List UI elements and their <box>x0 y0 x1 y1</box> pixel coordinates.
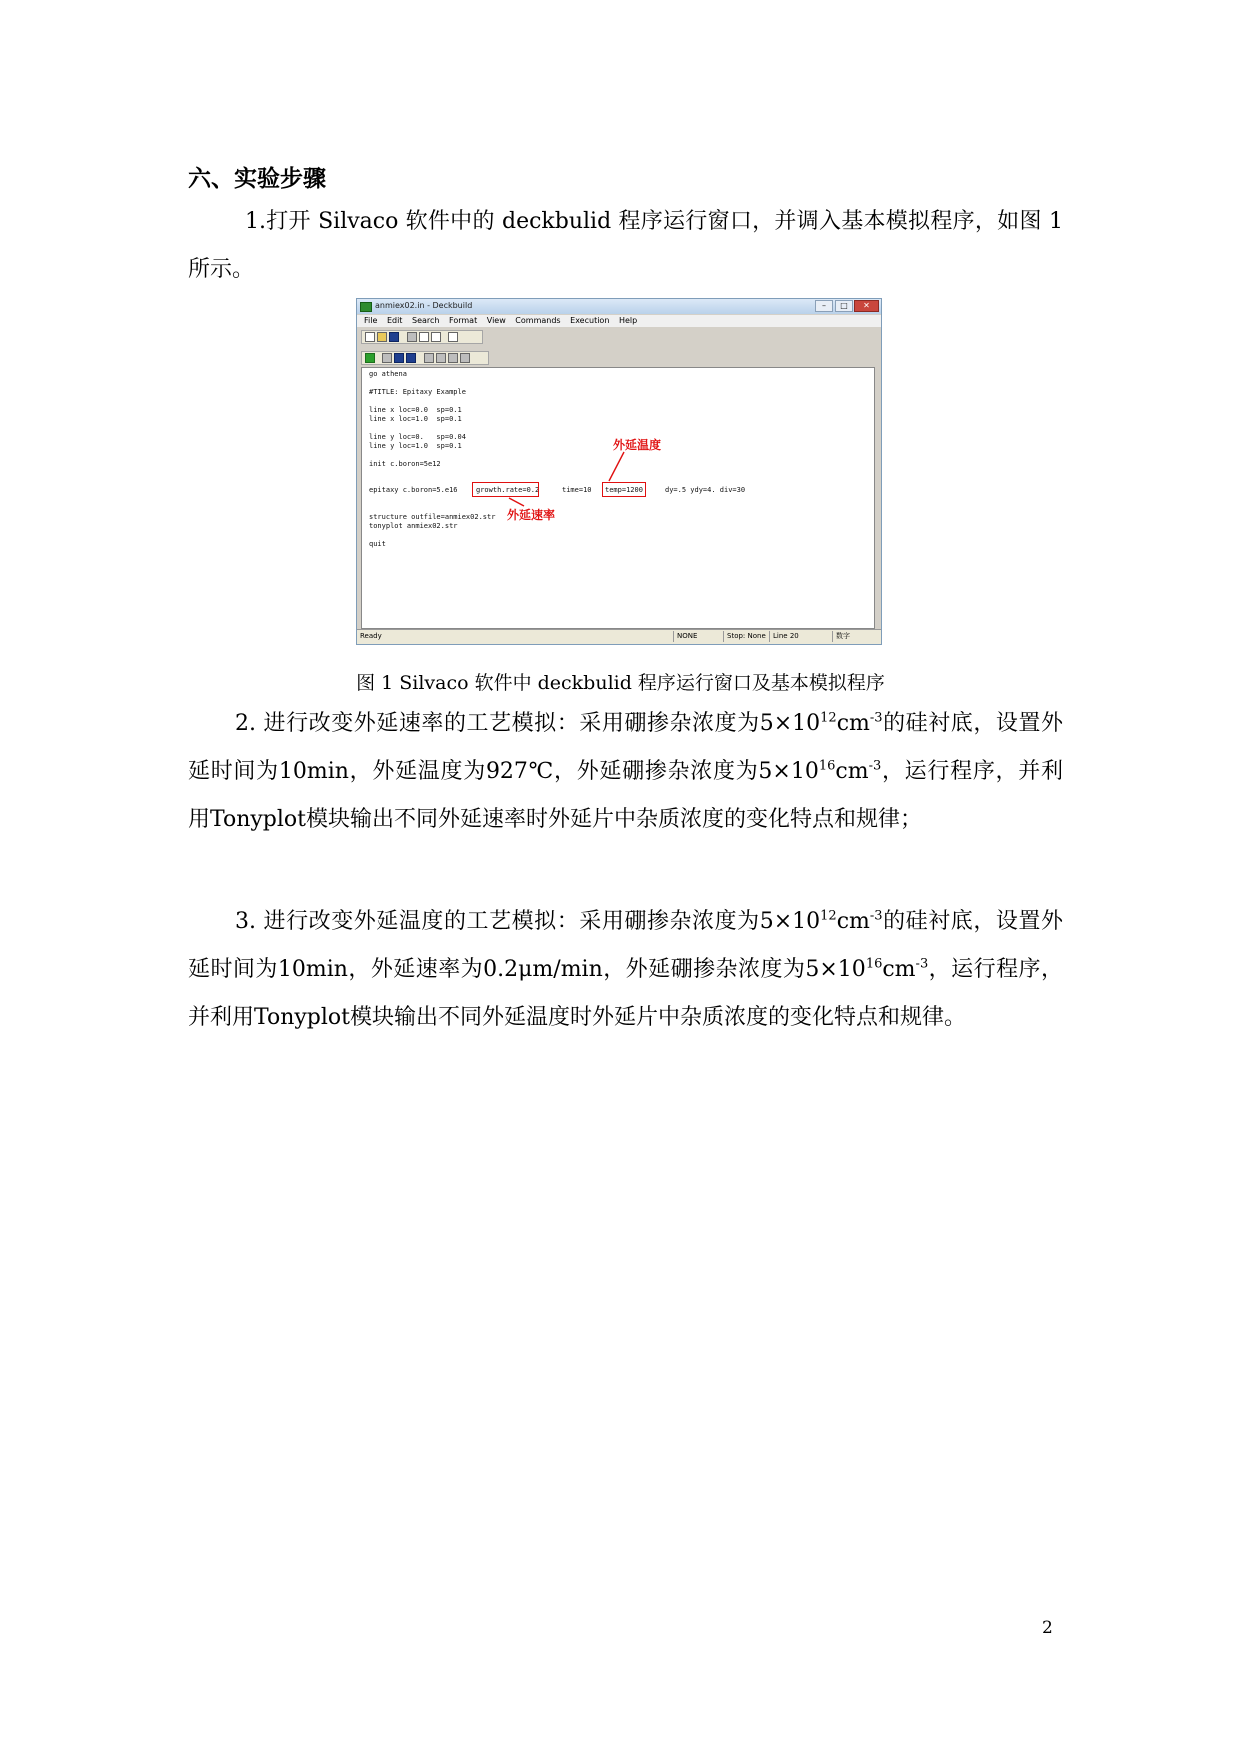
code-line: init c.boron=5e12 <box>369 460 441 468</box>
step-3-exponent: -3 <box>915 956 929 972</box>
code-line: line y loc=1.0 sp=0.1 <box>369 442 462 450</box>
close-button[interactable]: ✕ <box>854 300 879 312</box>
stop-icon[interactable] <box>382 353 392 363</box>
save-icon[interactable] <box>389 332 399 342</box>
line-icon[interactable] <box>448 353 458 363</box>
time-param: time=10 <box>562 486 592 494</box>
step-3-exponent: 16 <box>865 956 883 972</box>
step-2-text: ，运行程序，并利用Tonyplot模块输出不同外延速率时外延片中杂质浓度的变化特点和规律； <box>188 759 1063 832</box>
step-1-paragraph: 1.打开 Silvaco 软件中的 deckbulid 程序运行窗口，并调入基本模拟程序，如图 1 所示。 <box>188 209 1063 282</box>
menu-file[interactable]: File <box>364 316 378 325</box>
cut-icon[interactable] <box>407 332 417 342</box>
window-title: anmiex02.in - Deckbuild <box>375 301 473 310</box>
run-toolbar <box>361 351 489 365</box>
step-2-exponent: 12 <box>820 710 837 726</box>
copy-icon[interactable] <box>419 332 429 342</box>
figure-caption: 图 1 Silvaco 软件中 deckbulid 程序运行窗口及基本模拟程序 <box>356 672 885 694</box>
app-icon <box>360 302 372 312</box>
status-none: NONE <box>673 631 721 642</box>
step-3-text: cm <box>882 957 916 982</box>
step-2-text: 2. 进行改变外延速率的工艺模拟：采用硼掺杂浓度为5×10 <box>235 711 821 736</box>
code-line: structure outfile=anmiex02.str <box>369 513 496 521</box>
new-file-icon[interactable] <box>365 332 375 342</box>
code-line: line y loc=0. sp=0.04 <box>369 433 466 441</box>
file-toolbar <box>361 330 483 344</box>
step-2-exponent: -3 <box>868 758 882 774</box>
menu-execution[interactable]: Execution <box>570 316 610 325</box>
code-line: line x loc=1.0 sp=0.1 <box>369 415 462 423</box>
annotation-arrows <box>362 368 876 630</box>
step-3-exponent: -3 <box>869 908 883 924</box>
code-line: line x loc=0.0 sp=0.1 <box>369 406 462 414</box>
step-icon[interactable] <box>394 353 404 363</box>
code-line: go athena <box>369 370 407 378</box>
code-line-epitaxy: epitaxy c.boron=5.e16 <box>369 486 458 494</box>
code-line: quit <box>369 540 386 548</box>
step-3-text: 的硅衬底，设置外延时间为10min，外延速率为0.2μm/min，外延硼掺杂浓度为5×10 <box>188 909 1063 982</box>
temp-param: temp=1200 <box>605 486 643 494</box>
status-ready: Ready <box>360 632 382 640</box>
undo-icon[interactable] <box>448 332 458 342</box>
step-3-text: 3. 进行改变外延温度的工艺模拟：采用硼掺杂浓度为5×10 <box>235 909 821 934</box>
pause-icon[interactable] <box>460 353 470 363</box>
run-icon[interactable] <box>365 353 375 363</box>
annotation-epitaxy-temperature: 外延温度 <box>613 438 662 452</box>
page-number: 2 <box>1042 1618 1053 1638</box>
step-2-exponent: 16 <box>818 758 836 774</box>
temp-arrow <box>609 452 624 481</box>
section-heading: 六、实验步骤 <box>188 166 326 192</box>
paste-icon[interactable] <box>431 332 441 342</box>
step-3-text: ，运行程序，并利用Tonyplot模块输出不同外延温度时外延片中杂质浓度的变化特点和规律。 <box>188 957 1063 1030</box>
fast-forward-icon[interactable] <box>406 353 416 363</box>
step-2-text: cm <box>835 759 869 784</box>
step-2-exponent: -3 <box>869 710 883 726</box>
step-3-exponent: 12 <box>820 908 837 924</box>
menu-help[interactable]: Help <box>618 316 638 325</box>
clear-icon[interactable] <box>436 353 446 363</box>
step-3-text: cm <box>836 909 870 934</box>
step-2-text: cm <box>836 711 870 736</box>
rewind-icon[interactable] <box>424 353 434 363</box>
menu-commands[interactable]: Commands <box>515 316 561 325</box>
menu-bar <box>357 315 881 327</box>
menu-view[interactable]: View <box>486 316 506 325</box>
annotation-epitaxy-rate: 外延速率 <box>507 508 556 522</box>
status-mode: 数字 <box>832 631 866 642</box>
maximize-button[interactable]: □ <box>835 300 853 312</box>
menu-edit[interactable]: Edit <box>386 316 403 325</box>
other-params: dy=.5 ydy=4. div=30 <box>665 486 746 494</box>
step-3-paragraph <box>188 898 1063 1042</box>
status-line: Line 20 <box>769 631 817 642</box>
code-editor[interactable] <box>361 367 875 629</box>
growth-rate-param: growth.rate=0.2 <box>476 486 540 494</box>
deckbuild-window-screenshot <box>356 298 882 645</box>
menu-format[interactable]: Format <box>449 316 478 325</box>
status-stop: Stop: None <box>723 631 771 642</box>
window-titlebar <box>357 299 881 314</box>
menu-search[interactable]: Search <box>411 316 440 325</box>
minimize-button[interactable]: – <box>815 300 833 312</box>
open-folder-icon[interactable] <box>377 332 387 342</box>
step-2-paragraph <box>188 700 1063 844</box>
code-line: tonyplot anmiex02.str <box>369 522 458 530</box>
code-line: #TITLE: Epitaxy Example <box>369 388 466 396</box>
rate-arrow <box>509 498 524 506</box>
status-bar <box>357 629 881 644</box>
step-2-text: 的硅衬底，设置外延时间为10min，外延温度为927℃，外延硼掺杂浓度为5×10 <box>188 711 1063 784</box>
